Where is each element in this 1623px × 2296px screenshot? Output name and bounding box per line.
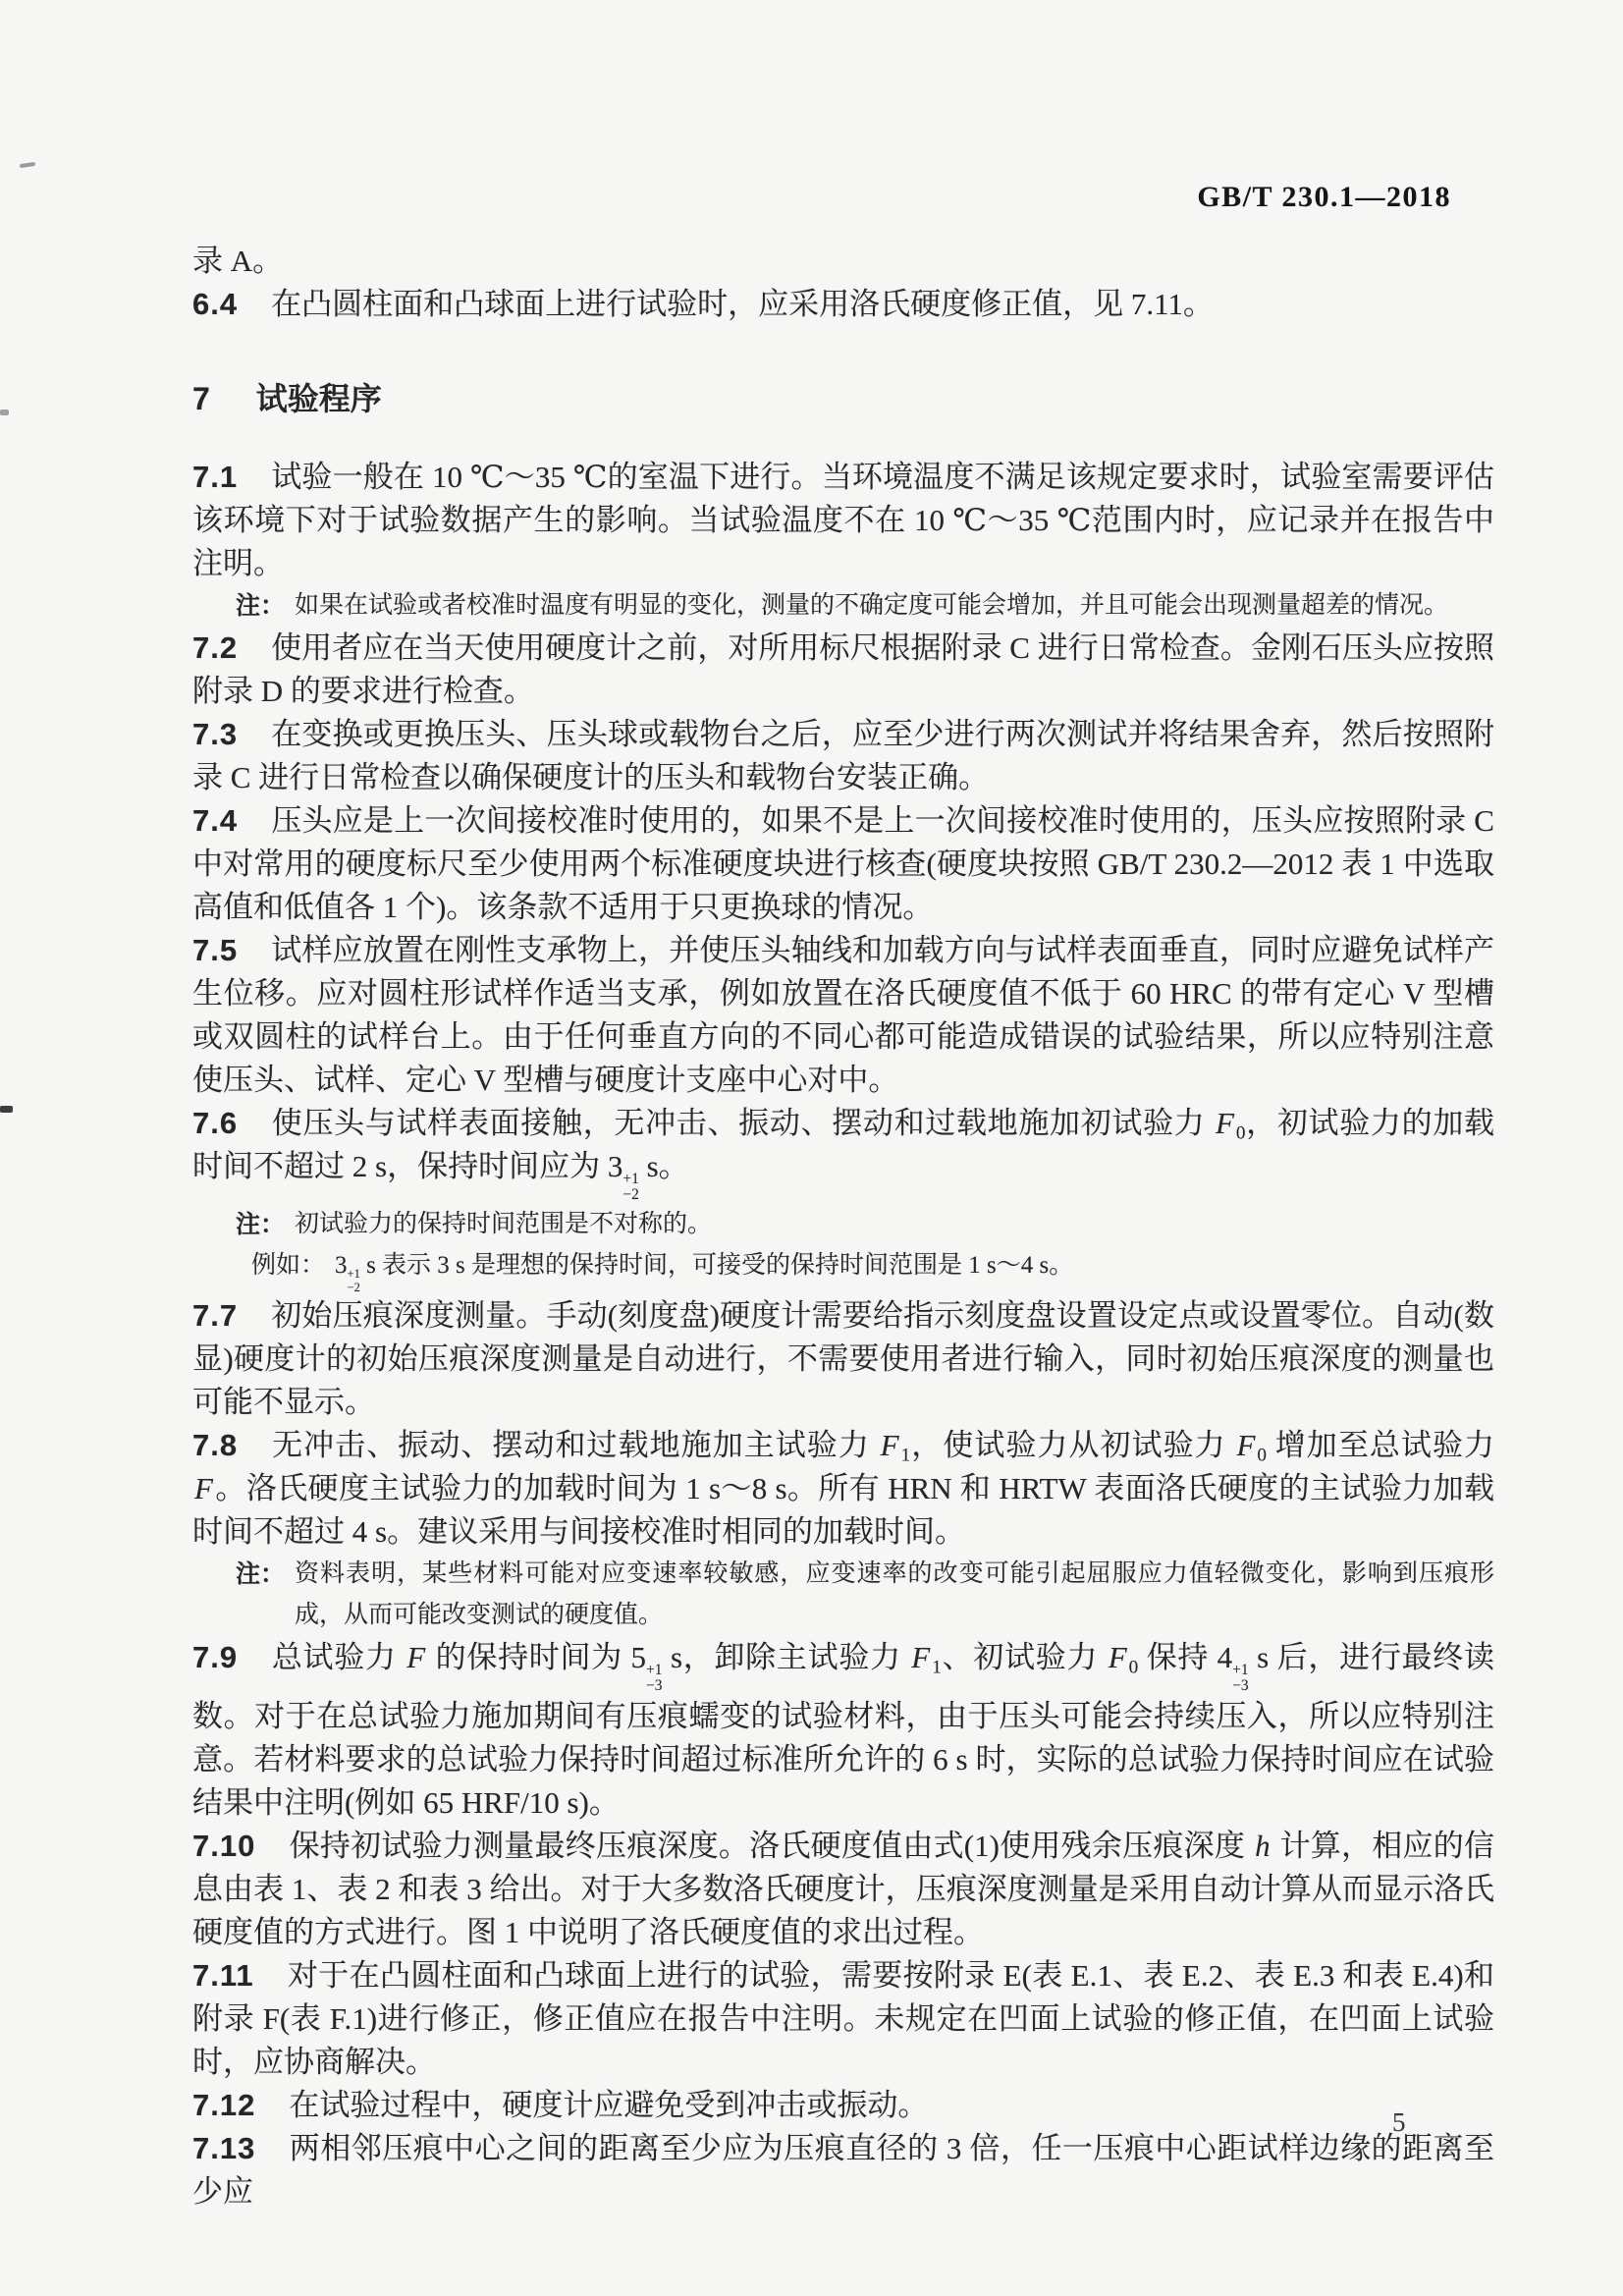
tolerance-notation: +1 −3 (645, 1661, 663, 1695)
clause-number: 7.10 (192, 1829, 256, 1864)
clause-text: 试样应放置在刚性支承物上，并使压头轴线和加载方向与试样表面垂直，同时应避免试样产生位移。应对圆柱形试样作适当支承，例如放置在洛氏硬度值不低于 60 HRC 的带有定心 V 型槽或双圆柱的试样台上。由于任何垂直方向的不同心都可能造成错误的试验结果，所以应特别注意使压头、试样、定心 V 型槽与硬度计支座中心对中。 (192, 933, 1494, 1097)
clause-text: 压头应是上一次间接校准时使用的，如果不是上一次间接校准时使用的，压头应按照附录 C 中对常用的硬度标尺至少使用两个标准硬度块进行核查(硬度块按照 GB/T 230.2—2012 表 1 中选取高值和低值各 1 个)。该条款不适用于只更换球的情况。 (192, 803, 1494, 924)
clause-text: 在变换或更换压头、压头球或载物台之后，应至少进行两次测试并将结果舍弃，然后按照附录 C 进行日常检查以确保硬度计的压头和载物台安装正确。 (192, 717, 1494, 794)
clause-text: 试验一般在 10 ℃～35 ℃的室温下进行。当环境温度不满足该规定要求时，试验室需要评估该环境下对于试验数据产生的影响。当试验温度不在 10 ℃～35 ℃范围内时，应记录并在报告中注明。 (192, 460, 1494, 580)
clause-text: 初始压痕深度测量。手动(刻度盘)硬度计需要给指示刻度盘设置设定点或设置零位。自动(数显)硬度计的初始压痕深度测量是自动进行，不需要使用者进行输入，同时初始压痕深度的测量也可能不显示。 (192, 1298, 1494, 1420)
clause-number: 7.1 (192, 460, 239, 494)
section-number: 7 (192, 381, 211, 416)
clause-number: 7.9 (192, 1640, 239, 1675)
clause-7-11 (192, 1954, 1494, 2084)
example-after-7-6 (192, 1245, 1494, 1294)
note-label: 注： (236, 1210, 286, 1238)
clause-number: 7.4 (192, 803, 239, 838)
clause-7-7 (192, 1294, 1494, 1424)
clause-number: 7.12 (192, 2088, 256, 2123)
tolerance-notation: +1 −2 (622, 1170, 639, 1204)
clause-text: 在试验过程中，硬度计应避免受到冲击或振动。 (289, 2088, 929, 2123)
clause-text: 总试验力 F 的保持时间为 5 +1 −3 s，卸除主试验力 F $_1$、初试验力 F $_0$ 保持 4 +1 −3 s 后，进行最终读数。对于在总试验力施加期间有压痕蠕变的试验材料，由于压头可能会持续压入，所以应特别注意。若材料要求的总试验力保持时间超过标准所允许的 6 s 时，实际的总试验力保持时间应在试验结果中注明(例如 65 HRF/10 s)。 (192, 1640, 1495, 1821)
clause-7-3 (192, 713, 1494, 799)
continuation-text: 录 A。 (192, 244, 284, 278)
note-text: 资料表明，某些材料可能对应变速率较敏感，应变速率的改变可能引起屈服应力值轻微变化，影响到压痕形成，从而可能改变测试的硬度值。 (295, 1560, 1494, 1629)
clause-text: 保持初试验力测量最终压痕深度。洛氏硬度值由式(1)使用残余压痕深度 h 计算，相应的信息由表 1、表 2 和表 3 给出。对于大多数洛氏硬度计，压痕深度测量是采用自动计算从而显示洛氏硬度值的方式进行。图 1 中说明了洛氏硬度值的求出过程。 (192, 1829, 1494, 1950)
clause-7-5 (192, 929, 1494, 1102)
clause-number: 7.8 (192, 1428, 239, 1463)
clause-6-4 (192, 283, 1494, 326)
tolerance-notation: +1 −3 (1232, 1661, 1249, 1695)
clause-number: 7.2 (192, 630, 239, 665)
clause-text: 使压头与试样表面接触，无冲击、振动、摆动和过载地施加初试验力 F $_0$，初试验力的加载时间不超过 2 s，保持时间应为 3 +1 −2 s。 (192, 1106, 1495, 1204)
clause-7-4 (192, 799, 1494, 929)
example-text: 3 +1 −2 s 表示 3 s 是理想的保持时间，可接受的保持时间范围是 1 s～4 s。 (335, 1251, 1074, 1294)
clause-number: 7.11 (192, 1958, 254, 1994)
clause-text: 两相邻压痕中心之间的距离至少应为压痕直径的 3 倍，任一压痕中心距试样边缘的距离至少应 (192, 2131, 1494, 2210)
page-number: 5 (1392, 2107, 1406, 2137)
clause-text: 对于在凸圆柱面和凸球面上进行的试验，需要按附录 E(表 E.1、表 E.2、表 E.3 和表 E.4)和附录 F(表 F.1)进行修正，修正值应在报告中注明。未规定在凹面上试验的修正值，在凹面上试验时，应协商解决。 (192, 1958, 1494, 2080)
clause-7-1 (192, 456, 1494, 585)
scan-artifact (0, 410, 9, 415)
note-after-7-8 (192, 1554, 1494, 1636)
section-7-heading (192, 377, 1494, 420)
clause-7-8 (192, 1424, 1494, 1554)
clause-7-10 (192, 1825, 1494, 1954)
clause-text: 在凸圆柱面和凸球面上进行试验时，应采用洛氏硬度修正值，见 7.11。 (271, 287, 1214, 321)
content-column (192, 240, 1494, 2214)
note-text: 初试验力的保持时间范围是不对称的。 (295, 1210, 713, 1237)
clause-7-9 (192, 1636, 1494, 1825)
note-text: 如果在试验或者校准时温度有明显的变化，测量的不确定度可能会增加，并且可能会出现测量超差的情况。 (295, 592, 1449, 619)
note-after-7-6 (192, 1204, 1494, 1245)
scan-artifact (20, 162, 35, 168)
clause-number: 7.6 (192, 1106, 239, 1140)
note-label: 注： (236, 592, 286, 620)
tolerance-notation: +1 −2 (347, 1267, 360, 1294)
standard-number: GB/T 230.1—2018 (1197, 181, 1451, 213)
clause-7-13 (192, 2127, 1494, 2214)
scan-artifact (0, 1106, 13, 1113)
note-label: 注： (236, 1560, 286, 1589)
clause-text: 无冲击、振动、摆动和过载地施加主试验力 F $_1$，使试验力从初试验力 F $_0$ 增加至总试验力 F。洛氏硬度主试验力的加载时间为 1 s～8 s。所有 HRN 和 HRTW 表面洛氏硬度的主试验力加载时间不超过 4 s。建议采用与间接校准时相同的加载时间。 (192, 1428, 1495, 1550)
clause-text: 使用者应在当天使用硬度计之前，对所用标尺根据附录 C 进行日常检查。金刚石压头应按照附录 D 的要求进行检查。 (192, 630, 1494, 708)
clause-7-12 (192, 2084, 1494, 2127)
clause-number: 7.7 (192, 1298, 239, 1334)
clause-number: 7.3 (192, 717, 239, 751)
clause-7-6 (192, 1102, 1494, 1204)
clause-number: 6.4 (192, 287, 239, 321)
section-title: 试验程序 (255, 381, 382, 416)
clause-number: 7.13 (192, 2131, 256, 2166)
clause-number: 7.5 (192, 933, 239, 967)
clause-7-2 (192, 627, 1494, 713)
example-label: 例如： (251, 1251, 326, 1279)
note-after-7-1 (192, 585, 1494, 627)
